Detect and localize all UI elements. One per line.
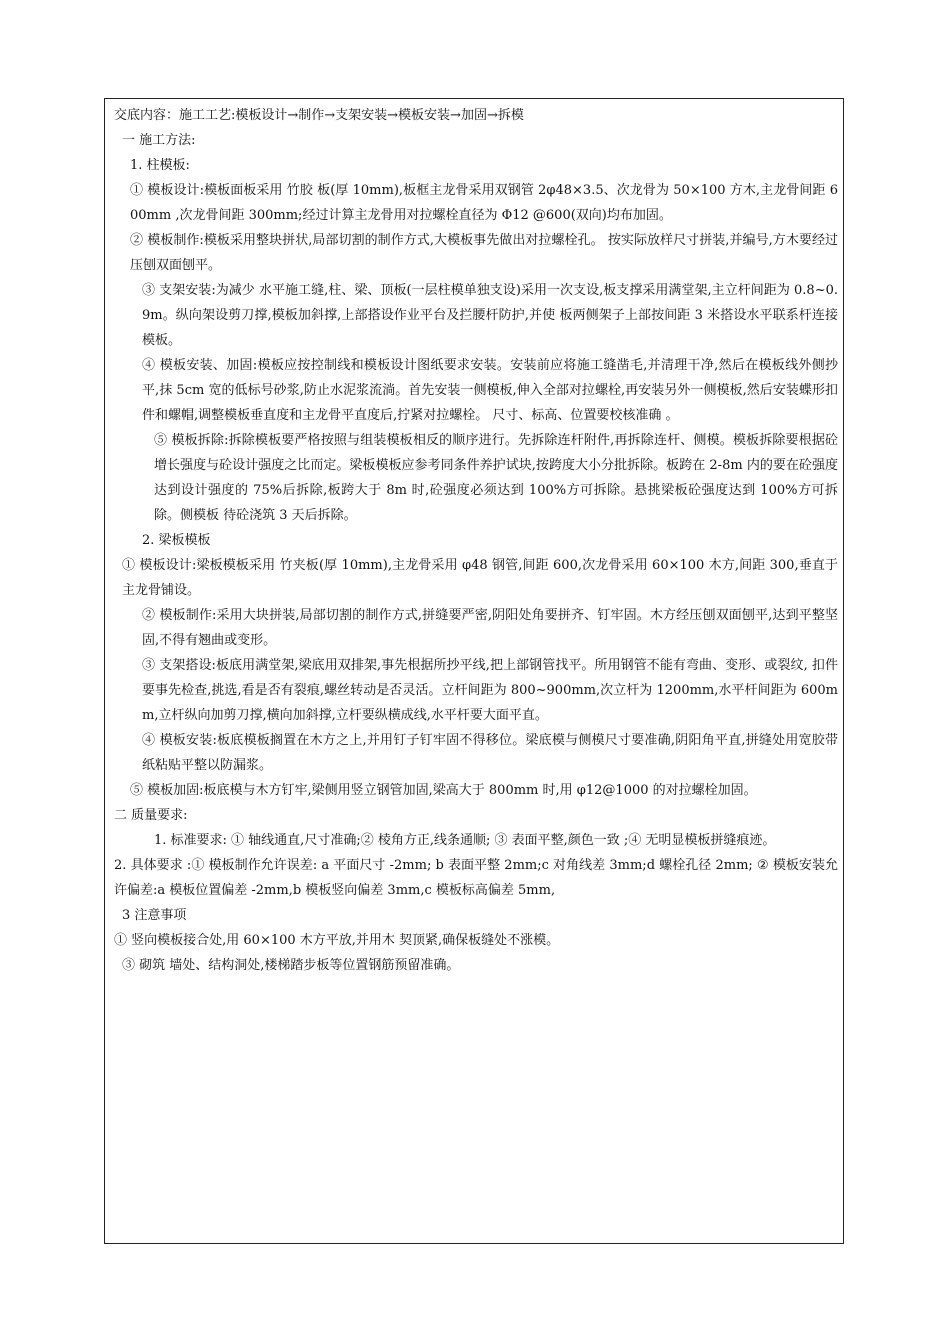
- doc-line: ① 模板设计:模板面板采用 竹胶 板(厚 10mm),板框主龙骨采用双钢管 2φ48×3.5、次龙骨为 50×100 方木,主龙骨间距 600mm ,次龙骨间距 300mm;经过计算主龙骨用对拉螺栓直径为 Φ12 @600(双向)均布加固。: [130, 183, 838, 223]
- document-frame: [104, 98, 844, 1244]
- doc-line: 2. 梁板模板: [142, 533, 211, 548]
- doc-line: ⑤ 模板加固:板底模与木方钉牢,梁侧用竖立钢管加固,梁高大于 800mm 时,用 φ12@1000 的对拉螺栓加固。: [130, 783, 757, 798]
- doc-line: ② 模板制作:模板采用整块拼状,局部切割的制作方式,大模板事先做出对拉螺栓孔。 按实际放样尺寸拼装,并编号,方木要经过压刨双面刨平。: [130, 233, 838, 273]
- doc-line: 一 施工方法:: [122, 133, 196, 148]
- doc-line: 3 注意事项: [122, 908, 187, 923]
- doc-line: ③ 砌筑 墙处、结构洞处,楼梯踏步板等位置钢筋预留准确。: [122, 958, 460, 973]
- doc-line: 2. 具体要求 :① 模板制作允许误差: a 平面尺寸 -2mm; b 表面平整 2mm;c 对角线差 3mm;d 螺栓孔径 2mm; ② 模板安装允许偏差:a 模板位置偏差 -2mm,b 模板竖向偏差 3mm,c 模板标高偏差 5mm,: [114, 858, 838, 898]
- doc-line: ⑤ 模板拆除:拆除模板要严格按照与组装模板相反的顺序进行。先拆除连杆附件,再拆除连杆、侧模。模板拆除要根据砼增长强度与砼设计强度之比而定。梁板模板应参考同条件养护试块,按跨度大小分批拆除。板跨在 2-8m 内的要在砼强度达到设计强度的 75%后拆除,板跨大于 8m 时,砼强度必须达到 100%方可拆除。悬挑梁板砼强度达到 100%方可拆除。侧模板 待砼浇筑 3 天后拆除。: [154, 433, 838, 523]
- doc-line: 交底内容：施工工艺:模板设计→制作→支架安装→模板安装→加固→拆模: [114, 108, 524, 123]
- doc-line: 二 质量要求:: [114, 808, 188, 823]
- doc-line: 1. 标准要求: ① 轴线通直,尺寸准确;② 棱角方正,线条通顺; ③ 表面平整,颜色一致 ;④ 无明显模板拼缝痕迹。: [154, 833, 776, 848]
- doc-line: ② 模板制作:采用大块拼装,局部切割的制作方式,拼缝要严密,阴阳处角要拼齐、钉牢固。木方经压刨双面刨平,达到平整坚固,不得有翘曲或变形。: [142, 608, 838, 648]
- doc-line: ③ 支架搭设:板底用满堂架,梁底用双排架,事先根据所抄平线,把上部钢管找平。所用钢管不能有弯曲、变形、或裂纹, 扣件要事先检查,挑选,看是否有裂痕,螺丝转动是否灵活。立杆间距为 800~900mm,次立杆为 1200mm,水平杆间距为 600mm,立杆纵向加剪刀撑,横向加斜撑,立杆要纵横成线,水平杆要大面平直。: [142, 658, 838, 723]
- document-body: [114, 103, 838, 978]
- doc-line: ① 竖向模板接合处,用 60×100 木方平放,并用木 契顶紧,确保板缝处不涨模。: [114, 933, 560, 948]
- doc-line: ④ 模板安装、加固:模板应按控制线和模板设计图纸要求安装。安装前应将施工缝凿毛,并清理干净,然后在模板线外侧抄平,抹 5cm 宽的低标号砂浆,防止水泥浆流淌。首先安装一侧模板,伸入全部对拉螺栓,再安装另外一侧模板,然后安装蝶形扣件和螺帽,调整模板垂直度和主龙骨平直度后,拧紧对拉螺栓。 尺寸、标高、位置要校核准确 。: [142, 358, 838, 423]
- doc-line: ① 模板设计:梁板模板采用 竹夹板(厚 10mm),主龙骨采用 φ48 钢管,间距 600,次龙骨采用 60×100 木方,间距 300,垂直于主龙骨铺设。: [122, 558, 838, 598]
- doc-line: ③ 支架安装:为减少 水平施工缝,柱、梁、顶板(一层柱模单独支设)采用一次支设,板支撑采用满堂架,主立杆间距为 0.8~0.9m。纵向架设剪刀撑,模板加斜撑,上部搭设作业平台及拦腰杆防护,并使 板两侧架子上部按间距 3 米搭设水平联系杆连接模板。: [142, 283, 838, 348]
- doc-line: 1. 柱模板:: [130, 158, 190, 173]
- doc-line: ④ 模板安装:板底模板搁置在木方之上,并用钉子钉牢固不得移位。梁底模与侧模尺寸要准确,阴阳角平直,拼缝处用宽胶带纸粘贴平整以防漏浆。: [142, 733, 838, 773]
